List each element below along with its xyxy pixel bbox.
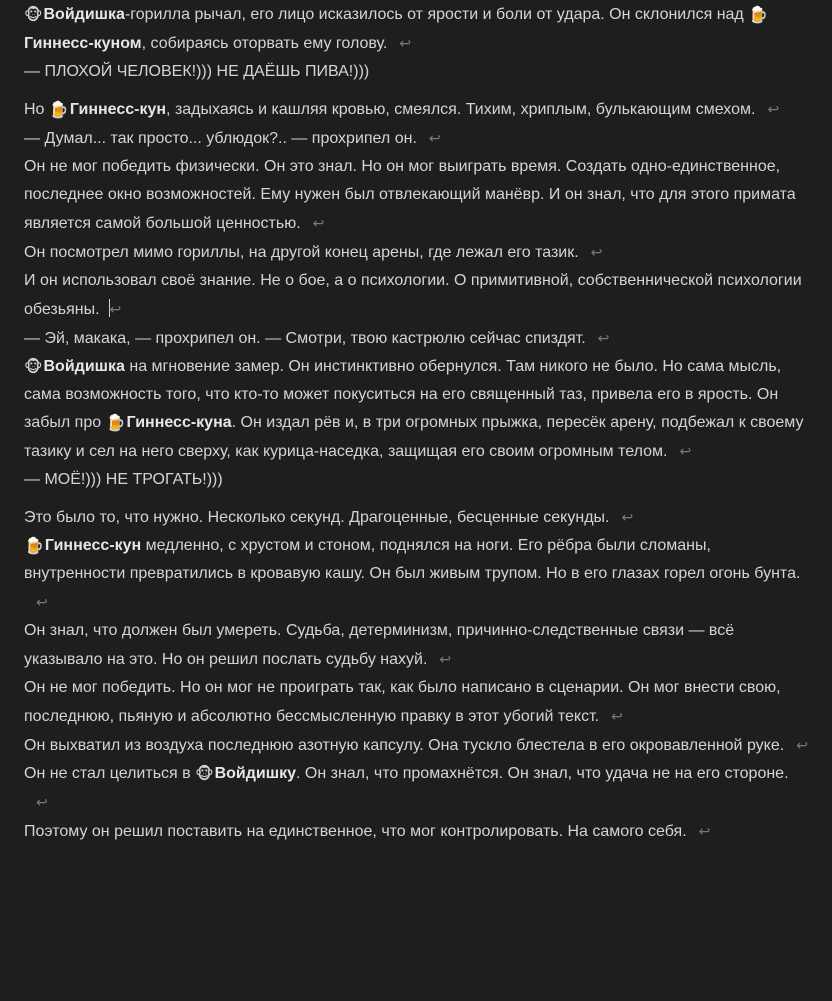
paragraph-return-icon: ↩ [796, 737, 808, 753]
paragraph[interactable] [24, 817, 808, 846]
text-run: Он не мог победить. Но он мог не проиграть так, как было написано в сценарии. Он мог внести свою, последнюю, пьяную и абсолютно бессмысленную правку в этот убогий текст. [24, 679, 781, 725]
paragraph[interactable] [24, 353, 808, 466]
text-run: — Эй, макака, — прохрипел он. — Смотри, твою кастрюлю сейчас спиздят. [24, 330, 586, 347]
paragraph-return-icon: ↩ [428, 130, 441, 146]
paragraph[interactable] [24, 124, 808, 153]
paragraph[interactable] [24, 503, 808, 532]
paragraph-return-icon: ↩ [611, 708, 623, 724]
paragraph[interactable] [24, 153, 808, 238]
text-run: Он выхватил из воздуха последнюю азотную капсулу. Она тускло блестела в его окровавленной руке. [24, 737, 785, 754]
text-run: медленно, с хрустом и стоном, поднялся на ноги. Его рёбра были сломаны, внутренности превратились в кровавую кашу. Он был живым трупом. Но в его глазах горел огонь бунта. [24, 537, 801, 582]
character-name: Гиннесс-куна [126, 414, 232, 431]
character-name: Гиннесс-кун [44, 537, 142, 554]
character-name: Войдишка [43, 6, 125, 23]
paragraph[interactable] [24, 1, 808, 58]
paragraph[interactable] [24, 58, 808, 86]
paragraph[interactable] [24, 617, 808, 674]
paragraph-return-icon: ↩ [767, 101, 780, 117]
paragraph-return-icon: ↩ [597, 330, 610, 346]
paragraph[interactable] [24, 532, 808, 617]
paragraph[interactable] [24, 95, 808, 124]
text-run: на мгновение замер. Он инстинктивно обернулся. Там никого не было. Но сама мысль, сама возможность того, что кто-то может покуситься на его священный таз, привела его в ярость. Он забыл про [24, 358, 782, 431]
paragraph-return-icon: ↩ [621, 509, 634, 525]
text-run: Он не мог победить физически. Он это знал. Но он мог выиграть время. Создать одно-единственное, последнее окно возможностей. Ему нужен был отвлекающий манёвр. И он знал, что для этого примата является самой большой ценностью. [24, 158, 796, 232]
character-name: Войдишку [214, 765, 296, 782]
paragraph-return-icon: ↩ [399, 35, 412, 51]
text-run: , собираясь оторвать ему голову. [141, 35, 388, 52]
character-name: Войдишка [43, 358, 125, 375]
paragraph-return-icon: ↩ [698, 823, 711, 839]
paragraph[interactable] [24, 238, 808, 267]
text-run: — МОЁ!))) НЕ ТРОГАТЬ!))) [24, 471, 223, 488]
paragraph[interactable] [24, 674, 808, 731]
paragraph-return-icon: ↩ [439, 651, 452, 667]
text-run: . Он издал рёв и, в три огромных прыжка, пересёк арену, подбежал к своему тазику и сел на него сверху, как курица-наседка, защищая его своим огромным телом. [24, 414, 804, 460]
text-run: Он не стал целиться в [24, 765, 196, 782]
text-run: Поэтому он решил поставить на единственное, что мог контролировать. На самого себя. [24, 823, 687, 840]
text-run: Это было то, что нужно. Несколько секунд. Драгоценные, бесценные секунды. [24, 509, 610, 526]
text-run: — ПЛОХОЙ ЧЕЛОВЕК!))) НЕ ДАЁШЬ ПИВА!))) [24, 63, 370, 80]
paragraph[interactable] [24, 760, 808, 817]
text-run: , задыхаясь и кашляя кровью, смеялся. Тихим, хриплым, булькающим смехом. [166, 101, 756, 118]
paragraph-return-icon: ↩ [679, 443, 692, 459]
paragraph[interactable] [24, 466, 808, 494]
text-run: . Он знал, что промахнётся. Он знал, что удача не на его стороне. [295, 765, 789, 782]
text-run: И он использовал своё знание. Не о бое, а о психологии. О примитивной, собственнической психологии обезьяны. [24, 272, 802, 318]
beer-icon: 🍺 [748, 7, 769, 24]
paragraph[interactable] [24, 324, 808, 353]
monkey-icon: 🐵 [195, 766, 214, 783]
text-run: Он посмотрел мимо гориллы, на другой конец арены, где лежал его тазик. [24, 244, 579, 261]
character-name: Гиннесс-куном [24, 35, 142, 52]
text-run: Но [24, 101, 49, 118]
beer-icon: 🍺 [24, 538, 44, 555]
beer-icon: 🍺 [48, 102, 69, 119]
paragraph-return-icon: ↩ [36, 794, 48, 810]
monkey-icon: 🐵 [24, 7, 43, 24]
character-name: Гиннесс-кун [69, 101, 167, 118]
monkey-icon: 🐵 [24, 359, 43, 376]
paragraph-return-icon: ↩ [590, 244, 603, 260]
text-run: — Думал... так просто... ублюдок?.. — прохрипел он. [24, 130, 417, 147]
text-run: -горилла рычал, его лицо исказилось от ярости и боли от удара. Он склонился над [124, 6, 749, 23]
paragraph-return-icon: ↩ [36, 594, 48, 610]
paragraph[interactable] [24, 267, 808, 324]
beer-icon: 🍺 [105, 415, 126, 432]
paragraph-return-icon: ↩ [312, 215, 325, 231]
paragraph-return-icon: ↩ [109, 301, 122, 317]
paragraph[interactable] [24, 731, 808, 760]
text-run: Он знал, что должен был умереть. Судьба, детерминизм, причинно-следственные связи — всё указывало на это. Но он решил послать судьбу нахуй. [24, 622, 735, 668]
